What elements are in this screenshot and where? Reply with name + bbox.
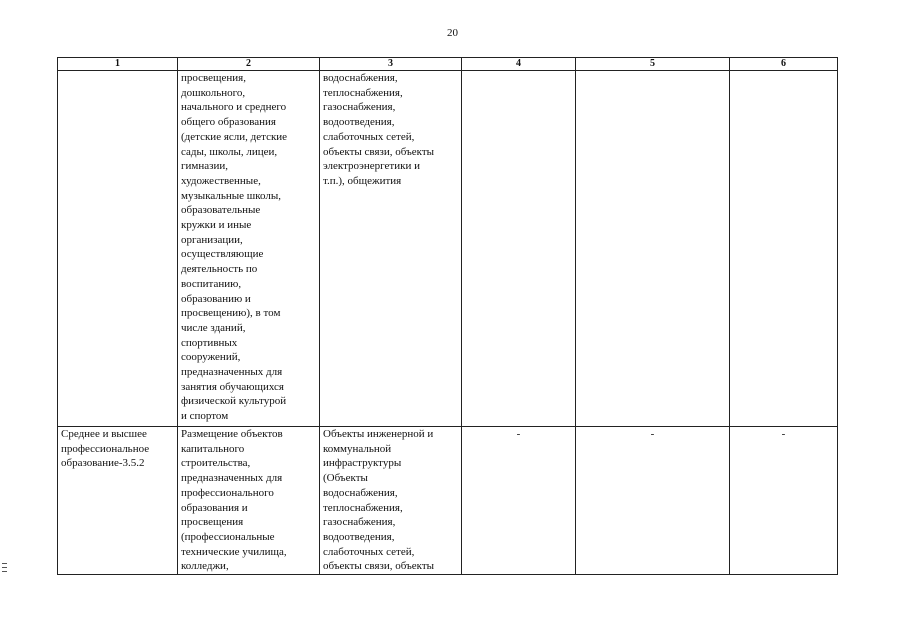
- cell-text-line: водоснабжения,: [323, 72, 398, 84]
- cell-text-line: Среднее и высшее: [61, 428, 147, 440]
- column-header-1: 1: [58, 58, 178, 71]
- cell-text-line: электроэнергетики и: [323, 160, 420, 173]
- cell-text-line: кружки и иные: [181, 219, 252, 232]
- cell-text-line: строительства,: [181, 457, 251, 470]
- cell-col6: [730, 71, 838, 427]
- column-header-5: 5: [576, 58, 730, 71]
- cell-text-line: образовательные: [181, 204, 261, 217]
- cell-col4: -: [462, 427, 576, 575]
- cell-text-line: (профессиональные: [181, 530, 275, 543]
- cell-text-line: просвещения,: [181, 72, 246, 84]
- column-header-4: 4: [462, 58, 576, 71]
- cell-text-line: водоотведения,: [323, 116, 395, 129]
- cell-text-line: слаботочных сетей,: [323, 130, 415, 143]
- regulation-table: [57, 57, 838, 575]
- cell-text-line: образованию и: [181, 292, 251, 305]
- margin-mark: [2, 560, 7, 580]
- cell-text-line: просвещению), в том: [181, 307, 281, 320]
- cell-permitted-objects: [320, 71, 462, 427]
- cell-text-line: воспитанию,: [181, 277, 242, 290]
- cell-permitted-objects: [320, 427, 462, 575]
- cell-land-use-type: [58, 427, 178, 575]
- cell-text-line: музыкальные школы,: [181, 189, 282, 202]
- cell-text-line: объекты связи, объекты: [323, 145, 435, 158]
- table-header-row: [58, 58, 838, 71]
- cell-text-line: числе зданий,: [181, 321, 246, 334]
- cell-text-line: деятельность по: [181, 263, 258, 276]
- cell-text-line: образование-3.5.2: [61, 457, 145, 470]
- cell-text-line: (детские ясли, детские: [181, 130, 288, 143]
- cell-text-line: осуществляющие: [181, 248, 264, 261]
- cell-text-line: общего образования: [181, 116, 276, 129]
- cell-text-line: художественные,: [181, 174, 261, 187]
- cell-description: [178, 427, 320, 575]
- cell-text-line: гимназии,: [181, 160, 228, 173]
- cell-text-line: газоснабжения,: [323, 101, 396, 114]
- cell-text-line: организации,: [181, 233, 243, 246]
- cell-text-line: технические училища,: [181, 545, 287, 558]
- cell-col4: [462, 71, 576, 427]
- table-row: [58, 71, 838, 427]
- column-header-2: 2: [178, 58, 320, 71]
- cell-text-line: и спортом: [181, 410, 229, 423]
- cell-text-line: т.п.), общежития: [323, 174, 402, 187]
- cell-text-line: профессиональное: [61, 442, 150, 455]
- cell-text-line: газоснабжения,: [323, 516, 396, 529]
- cell-text-line: Объекты инженерной и: [323, 428, 434, 440]
- cell-text-line: начального и среднего: [181, 101, 287, 114]
- cell-text-line: дошкольного,: [181, 86, 246, 99]
- cell-text-line: предназначенных для: [181, 366, 283, 379]
- cell-text-line: спортивных: [181, 336, 238, 349]
- cell-col6: -: [730, 427, 838, 575]
- cell-text-line: колледжи,: [181, 560, 229, 573]
- cell-text-line: инфраструктуры: [323, 457, 402, 470]
- cell-text-line: коммунальной: [323, 442, 392, 455]
- cell-land-use-type: [58, 71, 178, 427]
- cell-text-line: физической культурой: [181, 395, 287, 408]
- column-header-3: 3: [320, 58, 462, 71]
- cell-text-line: профессионального: [181, 486, 274, 499]
- cell-text-line: объекты связи, объекты: [323, 560, 435, 573]
- cell-text-line: теплоснабжения,: [323, 501, 403, 514]
- page-number: 20: [447, 27, 458, 39]
- cell-text-line: сооружений,: [181, 351, 241, 364]
- cell-text-line: (Объекты: [323, 472, 368, 485]
- cell-text-line: сады, школы, лицеи,: [181, 145, 278, 158]
- cell-text-line: слаботочных сетей,: [323, 545, 415, 558]
- cell-text-line: водоснабжения,: [323, 486, 398, 499]
- cell-description: [178, 71, 320, 427]
- table-row: [58, 427, 838, 575]
- cell-text-line: занятия обучающихся: [181, 380, 284, 393]
- cell-text-line: теплоснабжения,: [323, 86, 403, 99]
- column-header-6: 6: [730, 58, 838, 71]
- cell-col5: [576, 71, 730, 427]
- cell-text-line: капитального: [181, 442, 245, 455]
- cell-col5: -: [576, 427, 730, 575]
- cell-text-line: водоотведения,: [323, 530, 395, 543]
- cell-text-line: образования и: [181, 501, 248, 514]
- cell-text-line: Размещение объектов: [181, 428, 283, 440]
- cell-text-line: предназначенных для: [181, 472, 283, 485]
- cell-text-line: просвещения: [181, 516, 244, 529]
